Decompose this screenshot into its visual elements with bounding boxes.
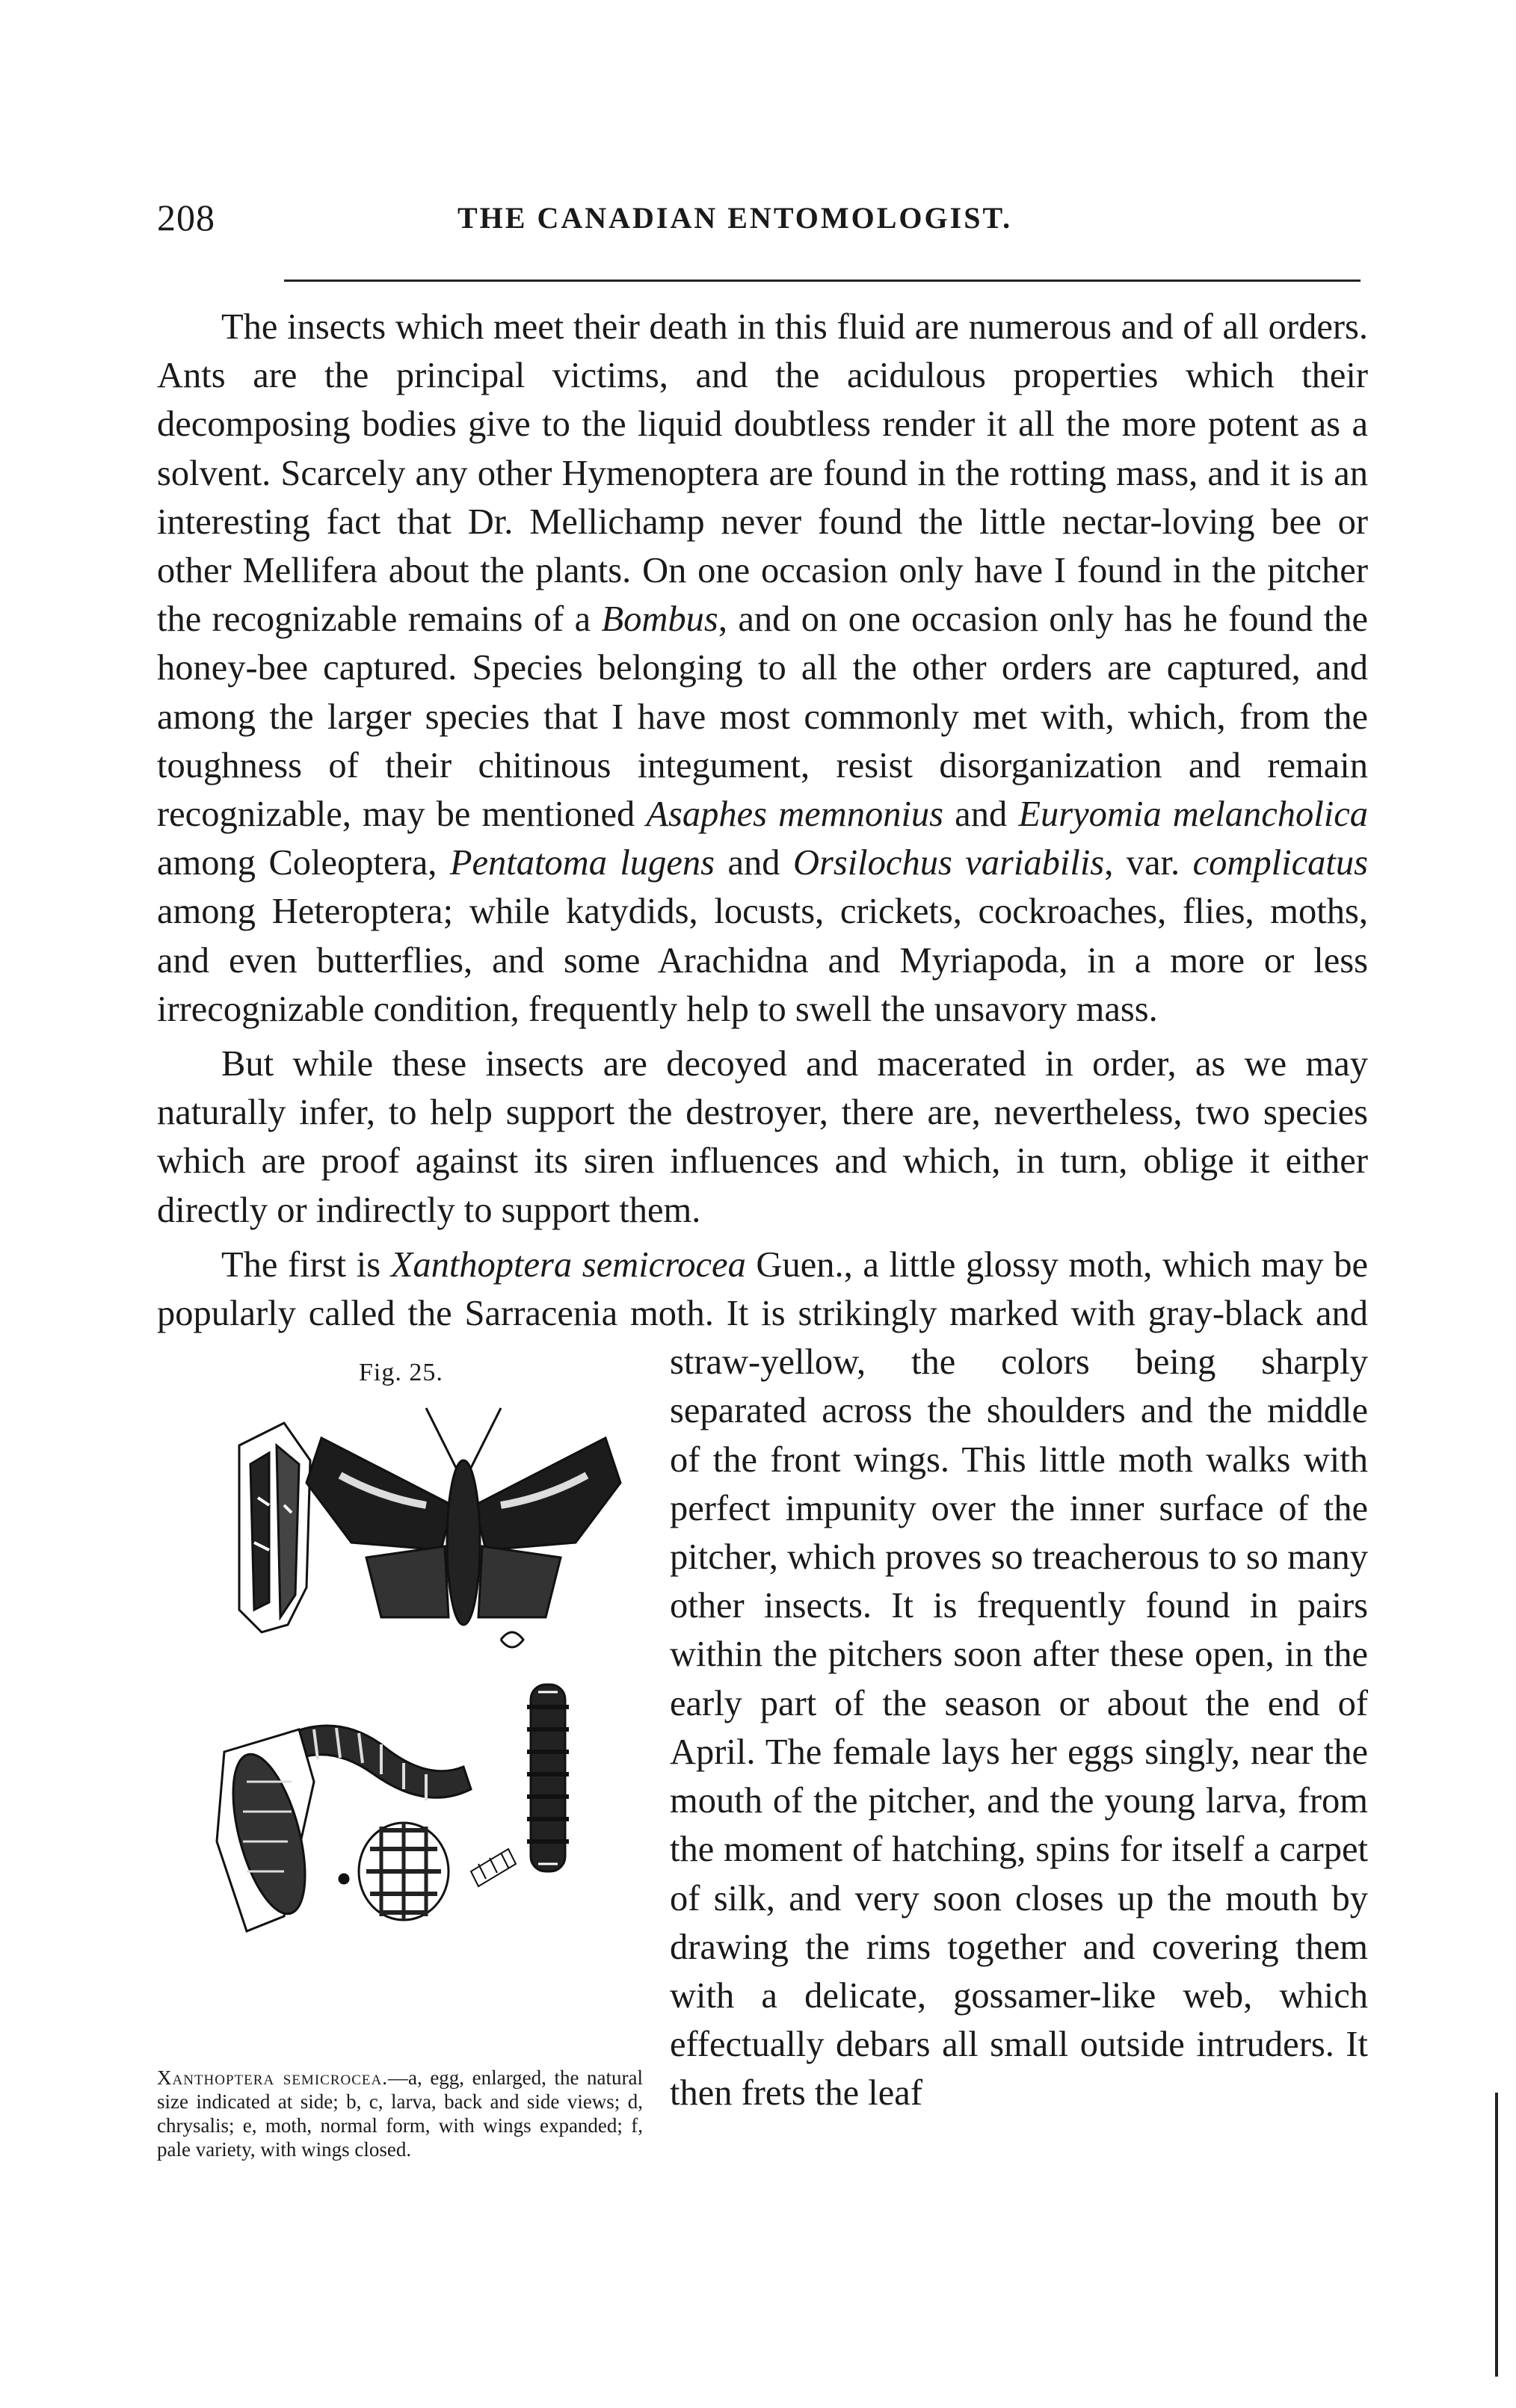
italic-term: Euryomia melancholica xyxy=(1018,794,1368,835)
paragraph-2: But while these insects are decoyed and macerated in order, as we may naturally infer, to help support the destroyer, there are, nevertheless, two species which are proof against its siren influences and which, in turn, oblige it either directly or indirectly to support them. xyxy=(157,1044,1368,1230)
paragraph-3 xyxy=(157,1241,1369,2161)
figure-25 xyxy=(157,1341,643,2193)
moth-illustration xyxy=(157,1393,643,2066)
chrysalis-figure xyxy=(217,1729,319,1931)
margin-rule xyxy=(1495,2093,1498,2377)
larva-back-view-figure xyxy=(527,1685,569,1871)
italic-term: Pentatoma lugens xyxy=(449,843,715,883)
paragraph-3-rest: with gray-black and straw-yellow, the colors being sharply separated across the shoulders and the middle of the front wings. This little moth walks with perfect impunity over the inner surface of the pitcher, which proves so treacherous to so many other insects. It is frequently found in pairs within the pitchers soon after these open, in the early part of the season or about the end of April. The female lays her eggs singly, near the mouth of the pitcher, and the young larva, from the moment of hatching, spins for itself a carpet of silk, and very soon closes up the mouth by drawing the rims together and covering them with a delicate, gossamer-like web, which effectually debars all small outside intruders. It then frets the leaf xyxy=(670,1294,1369,2114)
moth-wings-closed-figure xyxy=(239,1423,310,1632)
page-number: 208 xyxy=(157,197,215,238)
running-head xyxy=(157,196,1368,248)
italic-term: Bombus xyxy=(601,599,718,640)
moth-wings-expanded-figure xyxy=(306,1408,620,1647)
figure-label: Fig. 25. xyxy=(359,1359,443,1387)
journal-title: THE CANADIAN ENTOMOLOGIST. xyxy=(457,201,1013,235)
italic-term: Orsilochus variabilis xyxy=(792,843,1105,883)
figure-caption xyxy=(157,2066,643,2161)
header-rule xyxy=(284,280,1361,282)
italic-term: complicatus xyxy=(1192,843,1368,883)
paragraph-3-lead: The first is Xanthoptera semicrocea Guen., a little glossy moth, which may be popularly called the Sarracenia moth. It is strikingly marked xyxy=(157,1244,1368,1334)
caption-text: —a, egg, enlarged, the natural size indicated at side; b, c, larva, back and side views; d, chrysalis; e, moth, normal form, with wings expanded; f, pale variety, with wings closed. xyxy=(157,2066,644,2161)
egg-figure xyxy=(339,1823,449,1920)
paragraph-1: The insects which meet their death in this fluid are numerous and of all orders. Ants are the principal victims, and the acidulous properties which their decomposing bodies give to the liquid doubtless render it all the more potent as a solvent. Scarcely any other Hymenoptera are found in the rotting mass, and it is an interesting fact that Dr. Mellichamp never found the little nectar-loving bee or other Mellifera about the plants. On one occasion only have I found in the pitcher the recognizable remains of a Bombus, and on one occasion only has he found the honey-bee captured. Species belonging to all the other orders are captured, and among the larger species that I have most commonly met with, which, from the toughness of their chitinous integument, resist disorganization and remain recognizable, may be mentioned Asaphes memnonius and Euryomia melancholica among Coleoptera, Pentatoma lugens and Orsilochus variabilis, var. complicatus among Heteroptera; while katydids, locusts, crickets, cockroaches, flies, moths, and even butterflies, and some Arachidna and Myriapoda, in a more or less irrecognizable condition, frequently help to swell the unsavory mass. xyxy=(157,307,1368,1029)
italic-term: Asaphes memnonius xyxy=(646,794,944,835)
caption-title: Xanthoptera semicrocea. xyxy=(157,2066,388,2090)
italic-term: Xanthoptera semicrocea xyxy=(390,1244,746,1285)
article-body xyxy=(157,303,1368,2193)
small-larva-figure xyxy=(471,1849,516,1886)
